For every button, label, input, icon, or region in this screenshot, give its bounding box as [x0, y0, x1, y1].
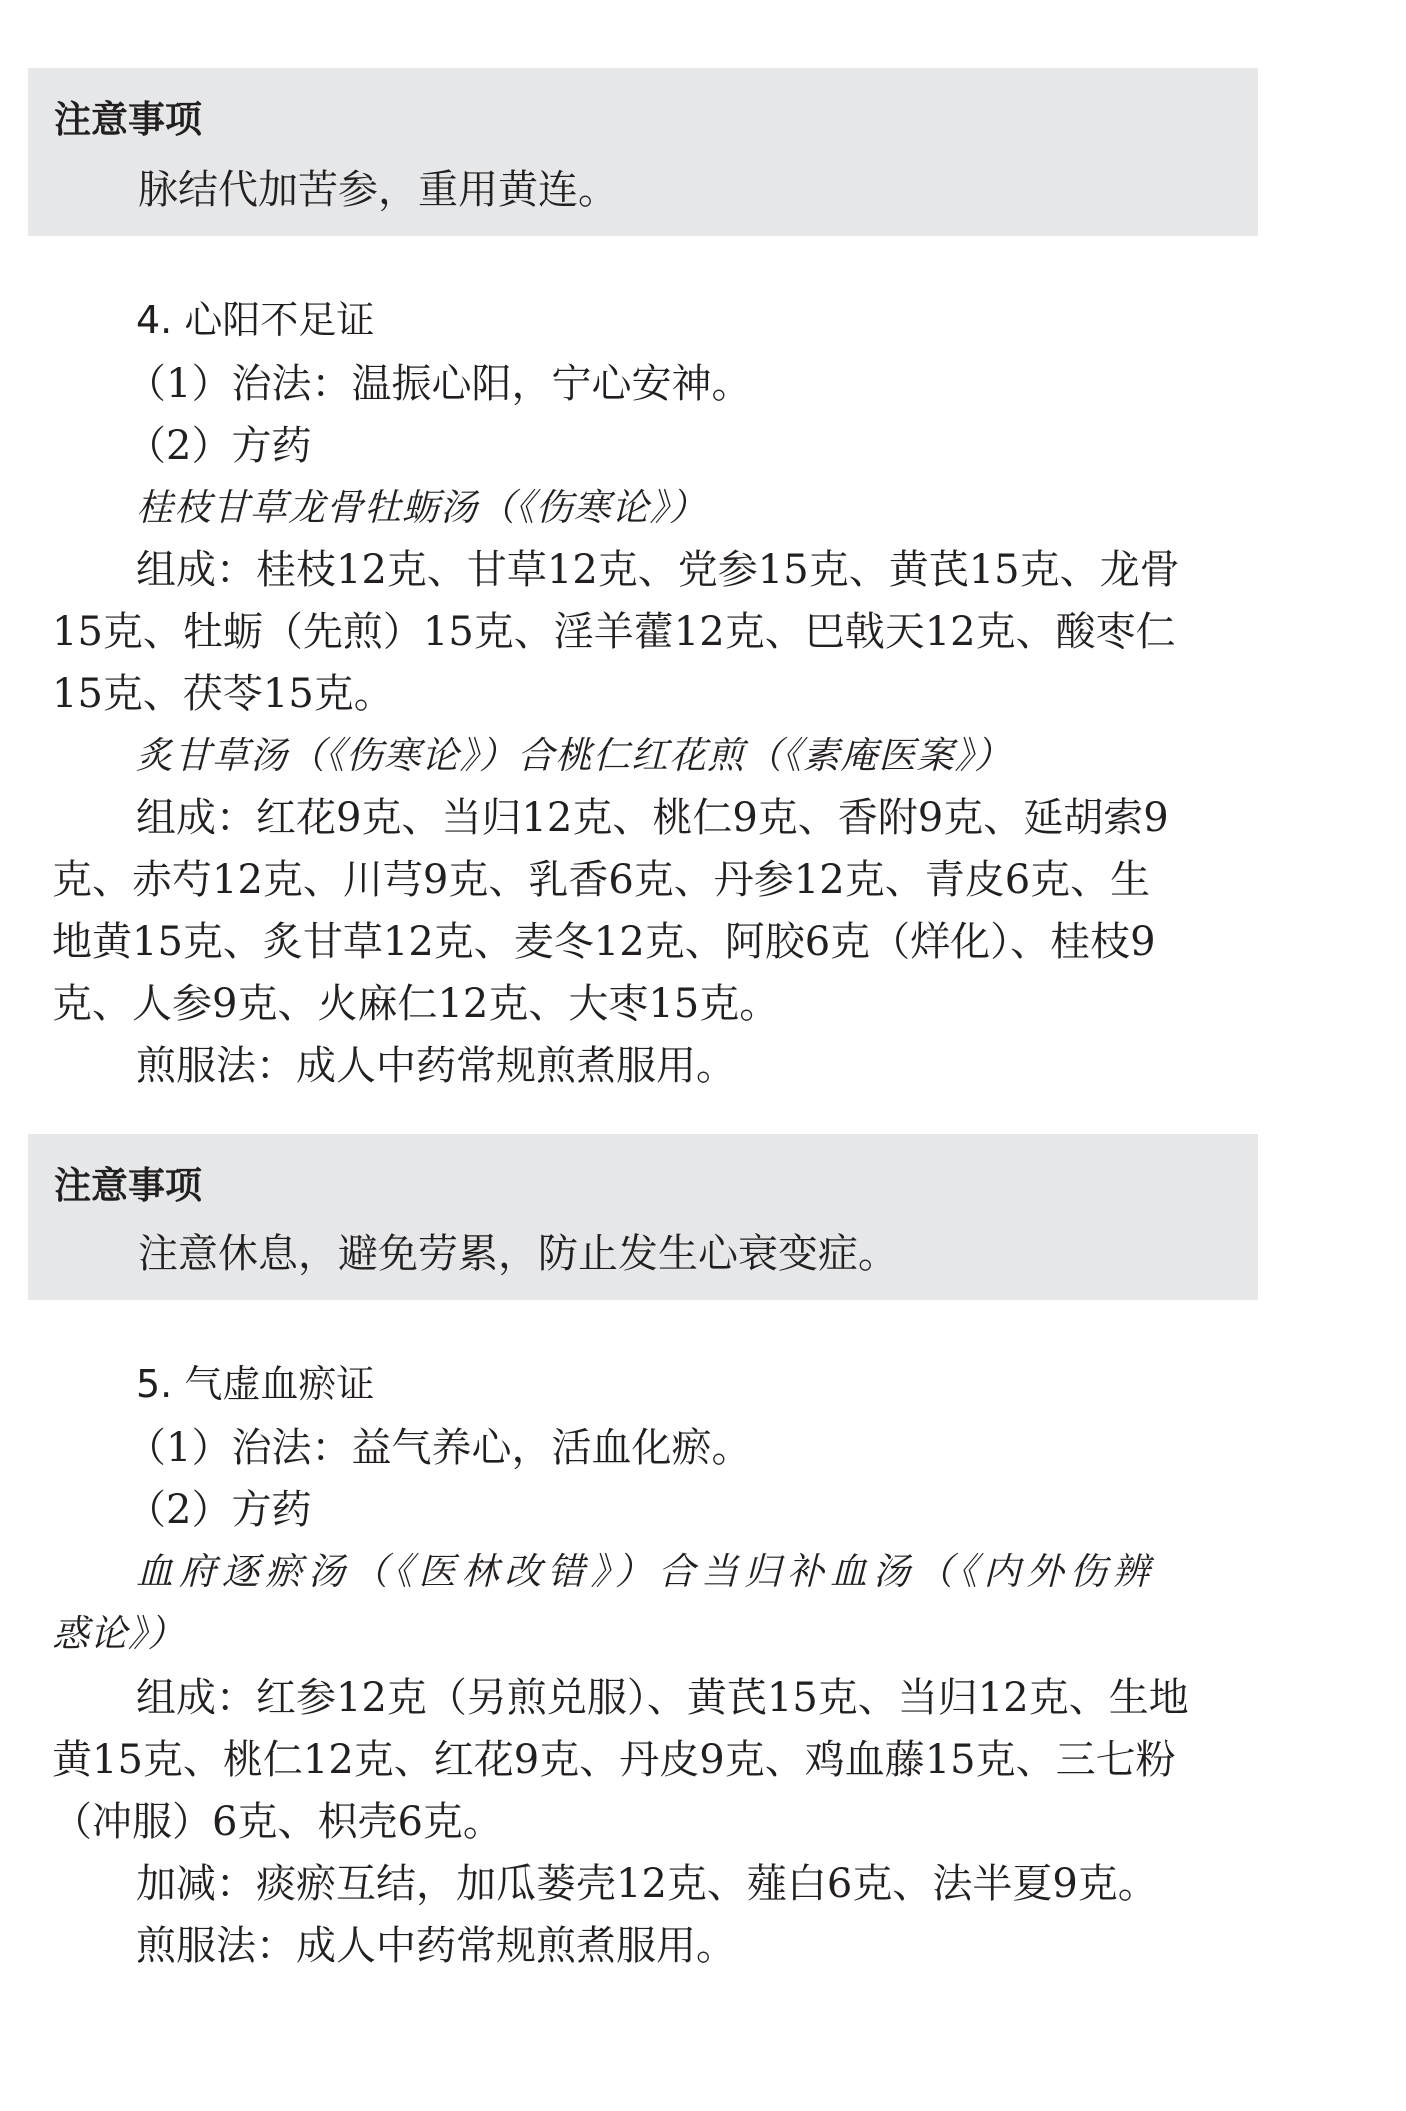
note-text: 脉结代加苦参，重用黄连。	[138, 167, 618, 213]
treatment-method: （1）治法：温振心阳，宁心安神。	[126, 361, 752, 407]
formula-name: 血府逐瘀汤（《医林改错》）合当归补血汤（《内外伤辨	[136, 1550, 1156, 1593]
section-heading-5: 5. 气虚血瘀证	[136, 1362, 375, 1406]
composition-line: 15克、茯苓15克。	[52, 671, 394, 717]
decoction-method: 煎服法：成人中药常规煎煮服用。	[136, 1923, 736, 1969]
prescription-label: （2）方药	[126, 1487, 312, 1533]
treatment-method: （1）治法：益气养心，活血化瘀。	[126, 1425, 752, 1471]
formula-name: 桂枝甘草龙骨牡蛎汤（《伤寒论》）	[136, 486, 707, 529]
composition-line: 组成：红花9克、当归12克、桃仁9克、香附9克、延胡索9	[136, 795, 1169, 841]
composition-line: 克、人参9克、火麻仁12克、大枣15克。	[52, 981, 780, 1027]
note-title: 注意事项	[54, 98, 202, 141]
prescription-label: （2）方药	[126, 423, 312, 469]
formula-name: 炙甘草汤（《伤寒论》）合桃仁红花煎（《素庵医案》）	[136, 734, 1012, 777]
composition-line: 组成：桂枝12克、甘草12克、党参15克、黄芪15克、龙骨	[136, 547, 1180, 593]
note-box-2	[28, 1134, 1258, 1300]
section-heading-4: 4. 心阳不足证	[136, 298, 375, 342]
composition-line: 组成：红参12克（另煎兑服）、黄芪15克、当归12克、生地	[136, 1675, 1189, 1721]
note-title: 注意事项	[54, 1164, 202, 1207]
composition-line: （冲服）6克、枳壳6克。	[52, 1799, 503, 1845]
note-box-1	[28, 68, 1258, 236]
composition-line: 地黄15克、炙甘草12克、麦冬12克、阿胶6克（烊化）、桂枝9	[52, 919, 1156, 965]
composition-line: 克、赤芍12克、川芎9克、乳香6克、丹参12克、青皮6克、生	[52, 857, 1151, 903]
note-text: 注意休息，避免劳累，防止发生心衰变症。	[138, 1231, 898, 1277]
modification-line: 加减：痰瘀互结，加瓜蒌壳12克、薤白6克、法半夏9克。	[136, 1861, 1158, 1907]
composition-line: 15克、牡蛎（先煎）15克、淫羊藿12克、巴戟天12克、酸枣仁	[52, 609, 1176, 655]
formula-name: 惑论》）	[52, 1612, 186, 1655]
composition-line: 黄15克、桃仁12克、红花9克、丹皮9克、鸡血藤15克、三七粉	[52, 1737, 1176, 1783]
decoction-method: 煎服法：成人中药常规煎煮服用。	[136, 1043, 736, 1089]
